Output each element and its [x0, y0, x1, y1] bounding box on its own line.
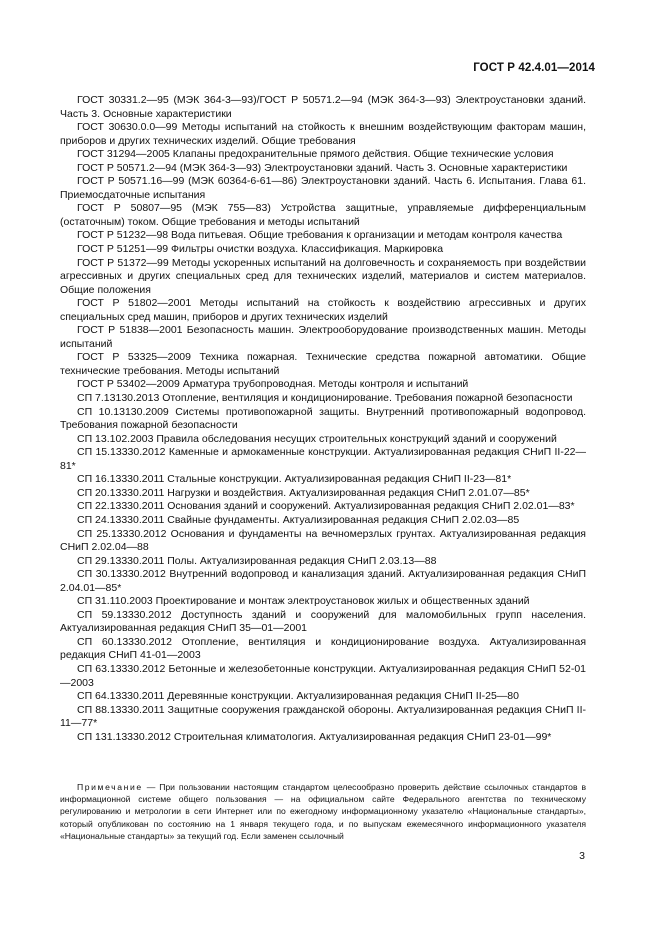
reference-item: СП 63.13330.2012 Бетонные и железобетонные конструкции. Актуализированная редакция СНиП 52-01—2003: [60, 662, 586, 689]
note: [60, 781, 586, 842]
reference-item: ГОСТ Р 53402—2009 Арматура трубопроводная. Методы контроля и испытаний: [77, 378, 469, 391]
page-number: 3: [579, 850, 585, 862]
reference-item: СП 10.13130.2009 Системы противопожарной защиты. Внутренний противопожарный водопровод. Требования пожарной безопасности: [60, 405, 586, 432]
reference-item: ГОСТ Р 50571.2—94 (МЭК 364-3—93) Электроустановки зданий. Часть 3. Основные характеристики: [77, 161, 568, 174]
reference-item: СП 60.13330.2012 Отопление, вентиляция и кондиционирование воздуха. Актуализированная редакция СНиП 41-01—2003: [60, 635, 586, 662]
reference-item: СП 13.102.2003 Правила обследования несущих строительных конструкций зданий и сооружений: [77, 432, 557, 445]
reference-item: СП 59.13330.2012 Доступность зданий и сооружений для маломобильных групп населения. Актуализированная редакция СНиП 35—01—2001: [60, 608, 586, 635]
normative-references-list: [60, 94, 586, 744]
reference-item: ГОСТ Р 51251—99 Фильтры очистки воздуха. Классификация. Маркировка: [77, 243, 444, 256]
reference-item: СП 22.13330.2011 Основания зданий и сооружений. Актуализированная редакция СНиП 2.02.01—83*: [77, 500, 575, 513]
reference-item: СП 131.13330.2012 Строительная климатология. Актуализированная редакция СНиП 23-01—99*: [77, 730, 552, 743]
reference-item: СП 7.13130.2013 Отопление, вентиляция и кондиционирование. Требования пожарной безопасности: [77, 392, 573, 405]
reference-item: ГОСТ 30331.2—95 (МЭК 364-3—93)/ГОСТ Р 50571.2—94 (МЭК 364-3—93) Электроустановки зданий. Часть 3. Основные характеристики: [60, 94, 586, 120]
reference-item: СП 20.13330.2011 Нагрузки и воздействия. Актуализированная редакция СНиП 2.01.07—85*: [77, 486, 530, 499]
reference-item: ГОСТ Р 50571.16—99 (МЭК 60364-6-61—86) Электроустановки зданий. Часть 6. Испытания. Глава 61. Приемосдаточные испытания: [60, 175, 586, 201]
reference-item: СП 15.13330.2012 Каменные и армокаменные конструкции. Актуализированная редакция СНиП II-22—81*: [60, 446, 586, 472]
standard-id: ГОСТ Р 42.4.01—2014: [473, 62, 595, 74]
reference-item: СП 25.13330.2012 Основания и фундаменты на вечномерзлых грунтах. Актуализированная редакция СНиП 2.02.04—88: [60, 527, 586, 554]
reference-item: ГОСТ 30630.0.0—99 Методы испытаний на стойкость к внешним воздействующим факторам машин, приборов и других технических изделий. Общие требования: [60, 121, 586, 147]
reference-item: СП 30.13330.2012 Внутренний водопровод и канализация зданий. Актуализированная редакция СНиП 2.04.01—85*: [60, 568, 586, 594]
reference-item: СП 24.13330.2011 Свайные фундаменты. Актуализированная редакция СНиП 2.02.03—85: [77, 513, 520, 526]
reference-item: ГОСТ Р 50807—95 (МЭК 755—83) Устройства защитные, управляемые дифференциальным (остаточным) током. Общие требования и методы испытаний: [60, 202, 586, 228]
note-text: — При пользовании настоящим стандартом целесообразно проверить действие ссылочных стандартов в информационной системе общего пользования — на официальном сайте Федерального агентства по техническому регулированию и метрологии в сети Интернет или по ежегодному информационному указателю «Национальные стандарты», который опубликован по состоянию на 1 января текущего года, и по выпускам ежемесячного информационного указателя «Национальные стандарты» за текущий год. Если заменен ссылочный: [60, 782, 587, 841]
reference-item: ГОСТ Р 51838—2001 Безопасность машин. Электрооборудование производственных машин. Методы испытаний: [60, 324, 586, 350]
reference-item: ГОСТ Р 51802—2001 Методы испытаний на стойкость к воздействию агрессивных и других специальных сред машин, приборов и других технических изделий: [60, 297, 586, 323]
reference-item: СП 31.110.2003 Проектирование и монтаж электроустановок жилых и общественных зданий: [77, 595, 530, 608]
reference-item: СП 64.13330.2011 Деревянные конструкции. Актуализированная редакция СНиП II-25—80: [77, 690, 519, 703]
reference-item: СП 29.13330.2011 Полы. Актуализированная редакция СНиП 2.03.13—88: [77, 554, 437, 567]
reference-item: СП 88.13330.2011 Защитные сооружения гражданской обороны. Актуализированная редакция СНиП II-11—77*: [60, 703, 586, 730]
reference-item: ГОСТ Р 51372—99 Методы ускоренных испытаний на долговечность и сохраняемость при воздействии агрессивных и других специальных сред для технических изделий, материалов и систем материалов. Общие положения: [60, 256, 586, 296]
reference-item: ГОСТ Р 51232—98 Вода питьевая. Общие требования к организации и методам контроля качества: [77, 229, 563, 242]
document-header: [473, 62, 595, 74]
note-label: Примечание: [77, 782, 143, 792]
reference-item: ГОСТ Р 53325—2009 Техника пожарная. Технические средства пожарной автоматики. Общие технические требования. Методы испытаний: [60, 351, 586, 377]
reference-item: ГОСТ 31294—2005 Клапаны предохранительные прямого действия. Общие технические условия: [77, 148, 554, 161]
reference-item: СП 16.13330.2011 Стальные конструкции. Актуализированная редакция СНиП II-23—81*: [77, 473, 512, 486]
